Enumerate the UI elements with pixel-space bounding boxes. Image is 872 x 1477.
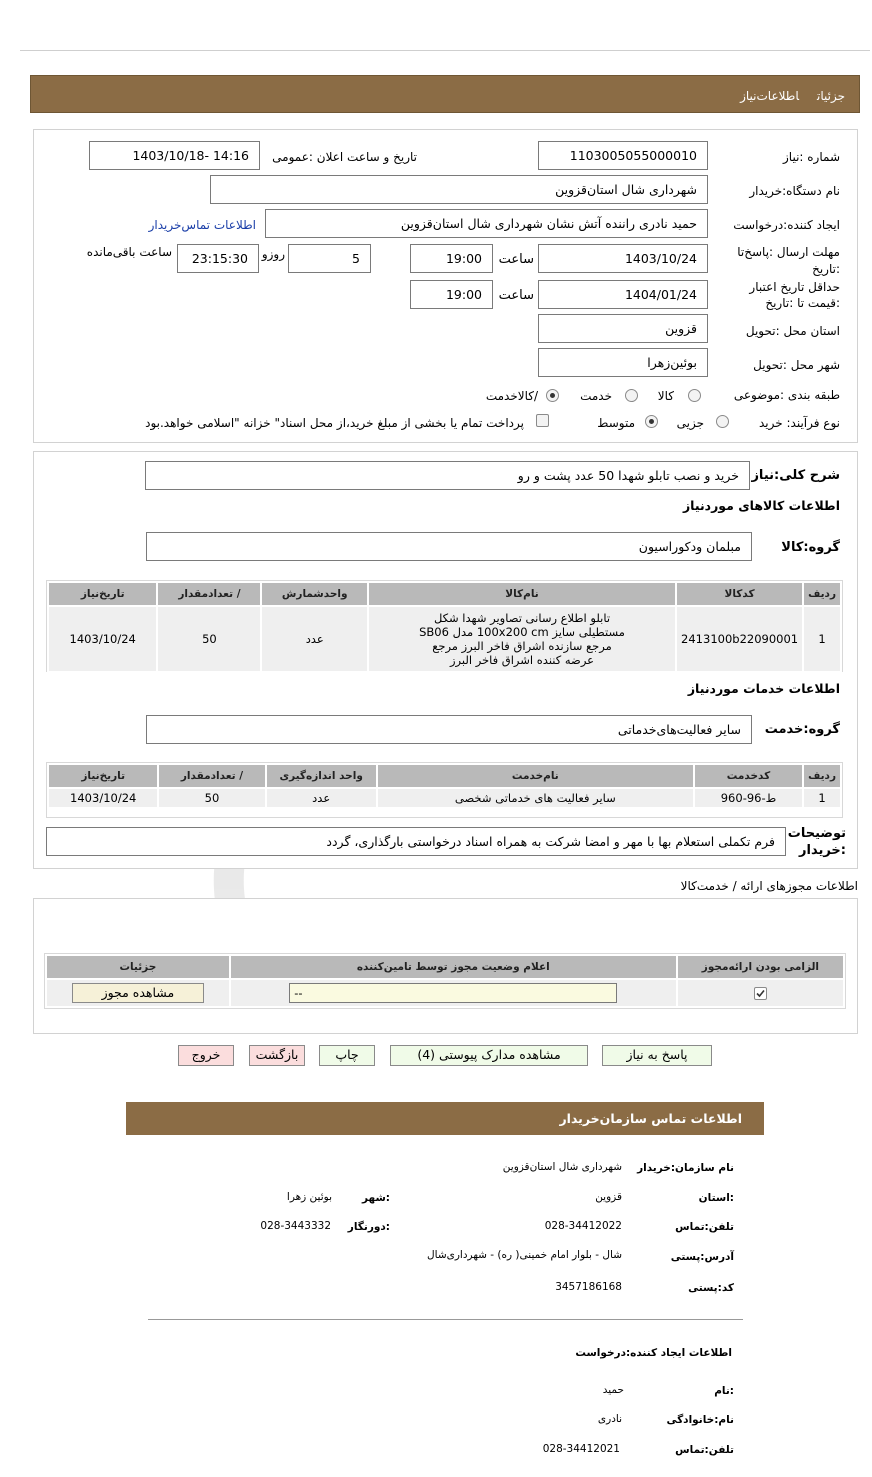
contact-fax-label: :دورنگار bbox=[347, 1221, 390, 1233]
exit-button[interactable]: خروج bbox=[178, 1045, 234, 1066]
goods-group-field: مبلمان ودکوراسیون bbox=[146, 532, 752, 561]
goods-col-qty: / تعدادمقدار bbox=[157, 582, 261, 606]
goods-name-line-2: مستطیلی سایز 100x200 cm مدل SB06 bbox=[419, 625, 625, 639]
table-row[interactable] bbox=[48, 788, 841, 808]
goods-col-index: ردیف bbox=[803, 582, 841, 606]
goods-section-title: اطلاعات کالاهای موردنیاز bbox=[682, 498, 840, 513]
permits-col-status: اعلام وضعیت مجوز توسط تامین‌کننده bbox=[230, 955, 677, 979]
tab-details[interactable]: جزئیات bbox=[817, 89, 845, 103]
service-group-field: سایر فعالیت‌های‌خدماتی bbox=[146, 715, 752, 744]
treasury-payment-note: پرداخت تمام یا بخشی از مبلغ خرید،از محل اسناد" خزانه "اسلامی خواهد.بود bbox=[145, 416, 524, 430]
goods-col-unit: واحدشمارش bbox=[261, 582, 367, 606]
process-type-label: نوع فرآیند: خرید bbox=[759, 416, 840, 430]
top-divider bbox=[20, 50, 870, 51]
validity-hour-label: ساعت bbox=[498, 288, 534, 303]
goods-cell-name bbox=[368, 606, 676, 672]
service-cell-name: سایر فعالیت های خدماتی شخصی bbox=[377, 788, 694, 808]
category-goods-radio[interactable] bbox=[688, 389, 701, 402]
goods-name-line-1: تابلو اطلاع رسانی تصاویر شهدا شکل bbox=[433, 611, 611, 625]
contact-city-value: بوئین زهرا bbox=[286, 1191, 332, 1203]
service-col-date: تاریخ‌نیاز bbox=[48, 764, 158, 788]
goods-group-label: گروه:کالا bbox=[781, 540, 840, 555]
category-both-radio[interactable] bbox=[546, 389, 559, 402]
buyer-notes-field: فرم تکملی استعلام بها با مهر و امضا شرکت به همراه اسناد درخواستی بارگذاری، گردد bbox=[46, 827, 786, 856]
days-label: روزو bbox=[261, 247, 285, 261]
goods-name-line-3: مرجع سازنده اشراق فاخر البرز مرجع bbox=[432, 639, 612, 653]
creator-last-name-value: نادری bbox=[597, 1413, 622, 1425]
creator-last-name-label: نام:خانوادگی bbox=[666, 1414, 734, 1426]
deadline-label: مهلت ارسال :پاسخ‌تا bbox=[737, 245, 840, 259]
attachments-button[interactable]: مشاهده مدارک پیوستی (4) bbox=[390, 1045, 588, 1066]
creator-phone-label: تلفن:تماس bbox=[675, 1444, 734, 1456]
validity-label: حداقل تاریخ اعتبار bbox=[749, 280, 840, 294]
validity-date-field: 1404/01/24 bbox=[538, 280, 708, 309]
service-col-index: ردیف bbox=[803, 764, 841, 788]
service-cell-index: 1 bbox=[803, 788, 841, 808]
print-button[interactable]: چاپ bbox=[319, 1045, 375, 1066]
city-label: شهر محل :تحویل bbox=[753, 358, 840, 372]
permits-section-title: اطلاعات مجوزهای ارائه / خدمت‌کالا bbox=[680, 879, 858, 893]
service-cell-date: 1403/10/24 bbox=[48, 788, 158, 808]
province-label: استان محل :تحویل bbox=[745, 324, 840, 338]
permits-table-header bbox=[46, 955, 844, 979]
permits-table-wrap bbox=[44, 953, 846, 1009]
service-col-code: کدخدمت bbox=[694, 764, 803, 788]
contact-fax-value: 028-3443332 bbox=[260, 1220, 331, 1232]
creator-label: ایجاد کننده:درخواست bbox=[733, 218, 840, 232]
permit-required-checkbox bbox=[754, 987, 767, 1000]
deadline-date-field: 1403/10/24 bbox=[538, 244, 708, 273]
deadline-label-2: :تاریخ bbox=[812, 262, 840, 276]
goods-cell-unit: عدد bbox=[261, 606, 367, 672]
service-col-unit: واحد اندازه‌گیری bbox=[266, 764, 377, 788]
description-label: شرح کلی:نیاز bbox=[751, 468, 840, 483]
category-label: طبقه بندی :موضوعی bbox=[733, 388, 840, 402]
process-partial-label: جزیی bbox=[676, 416, 704, 430]
buyer-org-field: شهرداری شال استان‌قزوین bbox=[210, 175, 708, 204]
city-field: بوئین‌زهرا bbox=[538, 348, 708, 377]
treasury-payment-checkbox[interactable] bbox=[536, 414, 549, 427]
goods-cell-qty: 50 bbox=[157, 606, 261, 672]
service-table-wrap bbox=[46, 762, 843, 818]
contact-address-label: آدرس:پستی bbox=[670, 1251, 734, 1263]
service-group-label: گروه:خدمت bbox=[764, 722, 840, 737]
buyer-notes-label: توضیحات bbox=[787, 826, 846, 841]
contact-province-value: قزوین bbox=[595, 1191, 622, 1203]
process-medium-radio[interactable] bbox=[645, 415, 658, 428]
goods-table-header bbox=[48, 582, 841, 606]
services-section-title: اطلاعات خدمات موردنیاز bbox=[687, 681, 840, 696]
goods-name-line-4: عرضه کننده اشراق فاخر البرز bbox=[449, 653, 595, 667]
goods-col-code: کدکالا bbox=[676, 582, 803, 606]
tab-need-info[interactable]: اطلاعات‌نیاز bbox=[740, 89, 799, 103]
header-bar bbox=[30, 75, 860, 113]
goods-table bbox=[47, 581, 842, 673]
announce-field: 1403/10/18- 14:16 bbox=[89, 141, 260, 170]
permits-cell-required bbox=[677, 979, 844, 1007]
table-row[interactable] bbox=[48, 606, 841, 672]
service-cell-qty: 50 bbox=[158, 788, 265, 808]
contact-postal-value: 3457186168 bbox=[555, 1281, 622, 1293]
buyer-notes-label-2: :خریدار bbox=[799, 843, 846, 858]
permits-col-required: الزامی بودن ارائه‌مجوز bbox=[677, 955, 844, 979]
reply-button[interactable]: پاسخ به نیاز bbox=[602, 1045, 712, 1066]
contact-postal-label: کد:پستی bbox=[688, 1282, 734, 1294]
permits-cell-details bbox=[46, 979, 230, 1007]
days-field: 5 bbox=[288, 244, 371, 273]
province-field: قزوین bbox=[538, 314, 708, 343]
goods-cell-code: 2413100b22090001 bbox=[676, 606, 803, 672]
process-partial-radio[interactable] bbox=[716, 415, 729, 428]
buyer-contact-header: اطلاعات تماس سازمان‌خریدار bbox=[126, 1102, 764, 1135]
remaining-time-field: 23:15:30 bbox=[177, 244, 259, 273]
need-number-label: شماره :نیاز bbox=[783, 150, 840, 164]
contact-org-value: شهرداری شال استان‌قزوین bbox=[502, 1161, 622, 1173]
permits-table bbox=[45, 954, 845, 1008]
creator-info-title: اطلاعات ایجاد کننده:درخواست bbox=[575, 1347, 732, 1359]
deadline-time-field: 19:00 bbox=[410, 244, 493, 273]
goods-cell-date: 1403/10/24 bbox=[48, 606, 157, 672]
permits-col-details: جزئیات bbox=[46, 955, 230, 979]
category-goods-label: کالا bbox=[657, 389, 674, 403]
remaining-label: ساعت باقی‌مانده bbox=[86, 245, 172, 259]
validity-time-field: 19:00 bbox=[410, 280, 493, 309]
creator-field: حمید نادری راننده آتش نشان شهرداری شال استان‌قزوین bbox=[265, 209, 708, 238]
creator-phone-value: 028-34412021 bbox=[542, 1443, 620, 1455]
service-table bbox=[47, 763, 842, 809]
contact-org-label: نام سازمان:خریدار bbox=[637, 1162, 734, 1174]
contact-province-label: :استان bbox=[698, 1192, 734, 1204]
contact-divider bbox=[148, 1319, 743, 1320]
buyer-org-label: نام دستگاه:خریدار bbox=[749, 184, 840, 198]
service-cell-code: ط-96-960 bbox=[694, 788, 803, 808]
category-service-radio[interactable] bbox=[625, 389, 638, 402]
service-col-name: نام‌خدمت bbox=[377, 764, 694, 788]
validity-label-2: :قیمت تا :تاریخ bbox=[765, 296, 840, 310]
creator-first-name-label: :نام bbox=[714, 1385, 734, 1397]
service-table-header bbox=[48, 764, 841, 788]
goods-col-name: نام‌کالا bbox=[368, 582, 676, 606]
announce-label: تاریخ و ساعت اعلان :عمومی bbox=[272, 150, 417, 164]
contact-address-value: شال - بلوار امام خمینی( ره) - شهرداری‌شال bbox=[427, 1249, 622, 1261]
process-medium-label: متوسط bbox=[597, 416, 635, 430]
view-permit-button[interactable]: مشاهده مجوز bbox=[72, 983, 204, 1003]
goods-cell-index: 1 bbox=[803, 606, 841, 672]
creator-first-name-value: حمید bbox=[602, 1384, 624, 1396]
goods-col-date: تاریخ‌نیاز bbox=[48, 582, 157, 606]
service-col-qty: / تعدادمقدار bbox=[158, 764, 265, 788]
contact-city-label: :شهر bbox=[362, 1192, 390, 1204]
contact-phone-value: 028-34412022 bbox=[544, 1220, 622, 1232]
need-number-field: 1103005055000010 bbox=[538, 141, 708, 170]
permit-status-field: -- bbox=[289, 983, 617, 1003]
table-row bbox=[46, 979, 844, 1007]
permits-cell-status bbox=[230, 979, 677, 1007]
deadline-hour-label: ساعت bbox=[498, 252, 534, 267]
buyer-contact-link[interactable]: اطلاعات تماس‌خریدار bbox=[148, 218, 256, 232]
check-icon bbox=[755, 988, 766, 999]
contact-phone-label: تلفن:تماس bbox=[675, 1221, 734, 1233]
goods-table-wrap bbox=[46, 580, 843, 672]
back-button[interactable]: بازگشت bbox=[249, 1045, 305, 1066]
service-cell-unit: عدد bbox=[266, 788, 377, 808]
category-both-label: /کالاخدمت bbox=[485, 389, 538, 403]
description-field: خرید و نصب تابلو شهدا 50 عدد پشت و رو bbox=[145, 461, 750, 490]
category-service-label: خدمت bbox=[580, 389, 612, 403]
